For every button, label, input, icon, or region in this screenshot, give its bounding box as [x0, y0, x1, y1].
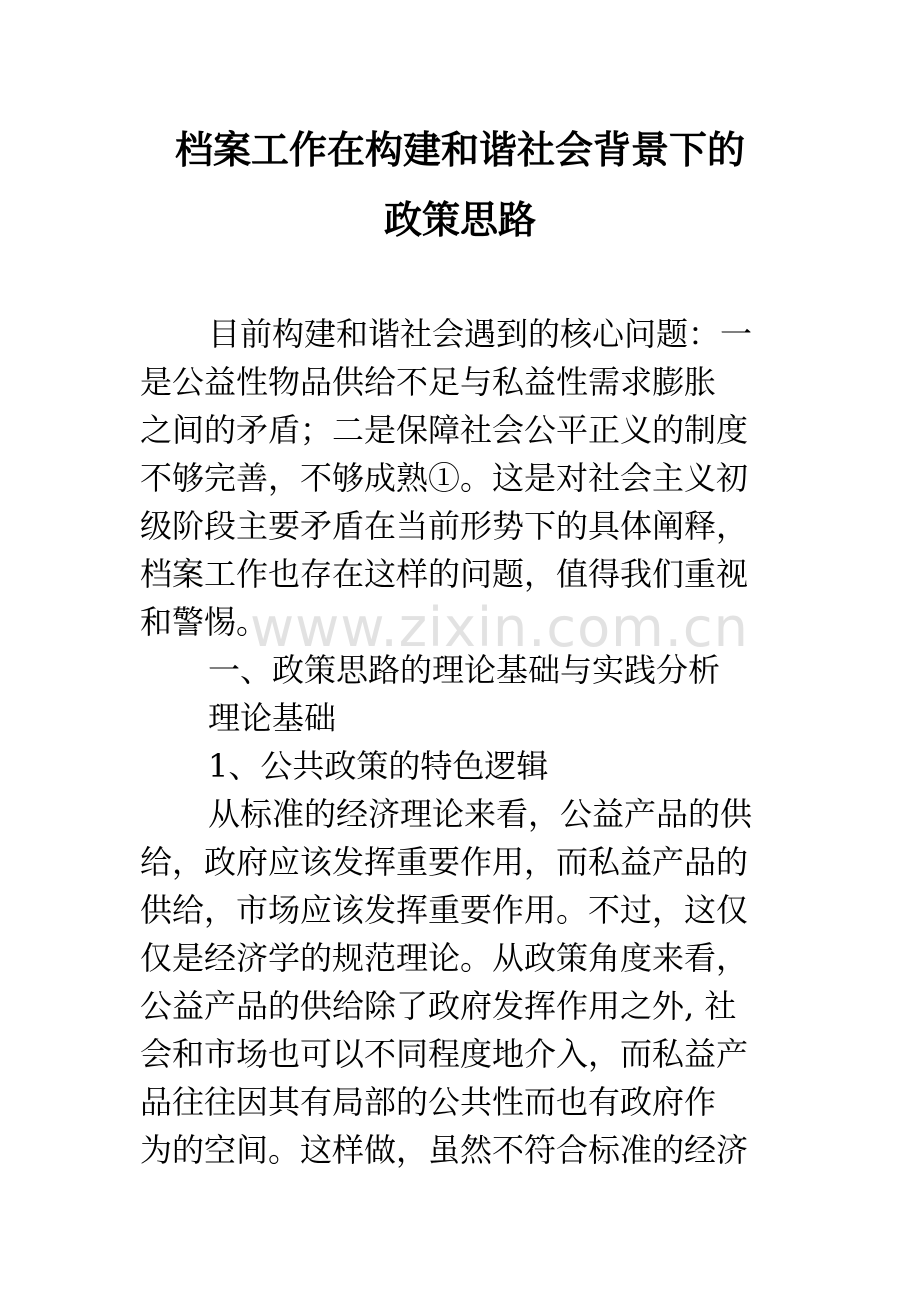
section-heading: 一、政策思路的理论基础与实践分析 [208, 651, 721, 689]
watermark: www.zixin.com.cn [250, 596, 749, 659]
document-title-line-2: 政策思路 [383, 198, 536, 242]
subsection-heading: 理论基础 [208, 699, 337, 737]
paragraph-line: 和警惕。 [140, 603, 269, 641]
paragraph-line: 级阶段主要矛盾在当前形势下的具体阐释， [140, 507, 749, 545]
paragraph-line: 档案工作也存在这样的问题，值得我们重视 [140, 555, 749, 593]
paragraph-line: 供给，市场应该发挥重要作用。不过，这仅 [140, 891, 749, 929]
paragraph-line: 给，政府应该发挥重要作用，而私益产品的 [140, 843, 749, 881]
document-title-line-1: 档案工作在构建和谐社会背景下的 [174, 128, 745, 172]
paragraph-line: 之间的矛盾；二是保障社会公平正义的制度 [140, 411, 749, 449]
paragraph-line: 是公益性物品供给不足与私益性需求膨胀 [140, 363, 717, 401]
paragraph-line: 不够完善，不够成熟①。这是对社会主义初 [140, 459, 749, 497]
paragraph-line: 从标准的经济理论来看，公益产品的供 [208, 795, 753, 833]
document-body [140, 310, 800, 1174]
paragraph-line: 目前构建和谐社会遇到的核心问题：一 [208, 315, 753, 353]
paragraph-line: 会和市场也可以不同程度地介入，而私益产 [140, 1035, 749, 1073]
paragraph-line: 品往往因其有局部的公共性而也有政府作 [140, 1083, 717, 1121]
paragraph-line: 仅是经济学的规范理论。从政策角度来看， [140, 939, 749, 977]
paragraph-line: 为的空间。这样做，虽然不符合标准的经济 [140, 1131, 749, 1169]
subsection-heading: 1、公共政策的特色逻辑 [208, 747, 549, 785]
paragraph-line: 公益产品的供给除了政府发挥作用之外, 社 [140, 987, 737, 1025]
